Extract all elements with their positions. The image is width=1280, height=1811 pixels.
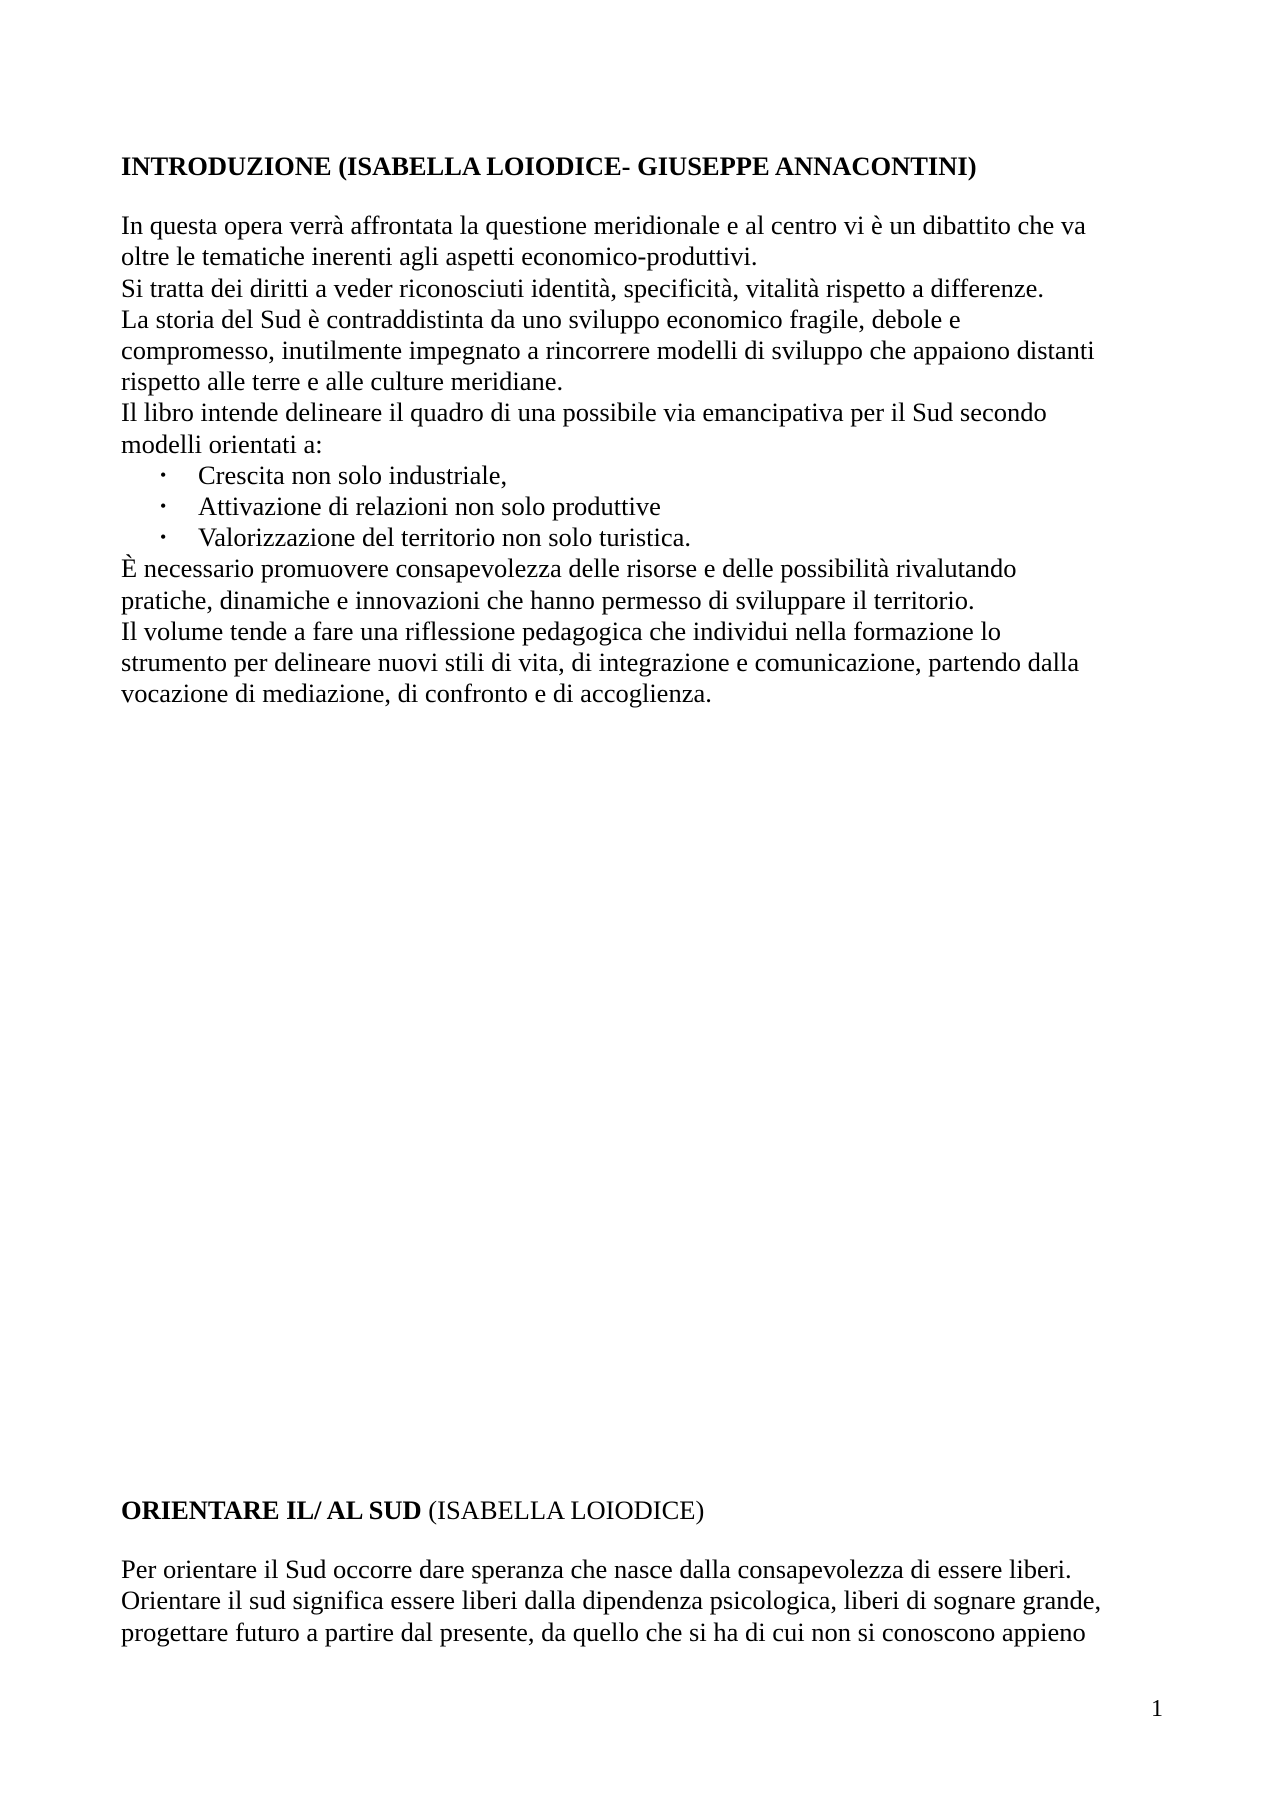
paragraph-line: compromesso, inutilmente impegnato a rincorrere modelli di sviluppo che appaiono distanti	[121, 335, 1095, 366]
bullet-icon: •	[160, 464, 167, 485]
section-heading-orientare	[121, 1495, 1166, 1526]
paragraph-line: strumento per delineare nuovi stili di vita, di integrazione e comunicazione, partendo dalla	[121, 647, 1080, 678]
paragraph-line: modelli orientati a:	[121, 428, 323, 459]
heading-author-part: (ISABELLA LOIODICE)	[421, 1495, 705, 1525]
list-item-text: Attivazione di relazioni non solo produttive	[198, 491, 661, 522]
bullet-icon: •	[160, 496, 167, 517]
paragraph-line: In questa opera verrà affrontata la questione meridionale e al centro vi è un dibattito che va	[121, 210, 1086, 241]
paragraph-line: vocazione di mediazione, di confronto e di accoglienza.	[121, 678, 712, 709]
heading-bold-part: ORIENTARE IL/ AL SUD	[121, 1495, 422, 1525]
paragraph-line: È necessario promuovere consapevolezza delle risorse e delle possibilità rivalutando	[121, 553, 1017, 584]
paragraph-line: oltre le tematiche inerenti agli aspetti economico-produttivi.	[121, 241, 758, 272]
section-body-orientare	[121, 1554, 1166, 1648]
paragraph-line: Il libro intende delineare il quadro di una possibile via emancipativa per il Sud secondo	[121, 397, 1047, 428]
list-item-text: Crescita non solo industriale,	[198, 459, 508, 490]
page-number: 1	[1151, 1696, 1163, 1722]
paragraph-line: La storia del Sud è contraddistinta da uno sviluppo economico fragile, debole e	[121, 303, 961, 334]
list-item	[121, 460, 1166, 491]
list-item	[121, 491, 1166, 522]
paragraph-line: rispetto alle terre e alle culture meridiane.	[121, 366, 564, 397]
paragraph-line: Orientare il sud significa essere liberi dalla dipendenza psicologica, liberi di sognare grande,	[121, 1585, 1102, 1616]
list-item-text: Valorizzazione del territorio non solo turistica.	[198, 522, 692, 553]
section-body-introduzione	[121, 210, 1166, 709]
list-item	[121, 522, 1166, 553]
paragraph-line: Il volume tende a fare una riflessione pedagogica che individui nella formazione lo	[121, 615, 1002, 646]
paragraph-line: Per orientare il Sud occorre dare speranza che nasce dalla consapevolezza di essere liberi.	[121, 1554, 1072, 1585]
section-orientare	[121, 1495, 1166, 1648]
section-introduzione	[121, 151, 1166, 709]
bullet-list	[121, 460, 1166, 554]
paragraph-line: pratiche, dinamiche e innovazioni che hanno permesso di sviluppare il territorio.	[121, 584, 975, 615]
paragraph-line: Si tratta dei diritti a veder riconosciuti identità, specificità, vitalità rispetto a differenze.	[121, 272, 1044, 303]
section-heading-introduzione: INTRODUZIONE (ISABELLA LOIODICE- GIUSEPPE ANNACONTINI)	[121, 151, 977, 181]
paragraph-line: progettare futuro a partire dal presente, da quello che si ha di cui non si conoscono appieno	[121, 1616, 1086, 1647]
bullet-icon: •	[160, 527, 167, 548]
